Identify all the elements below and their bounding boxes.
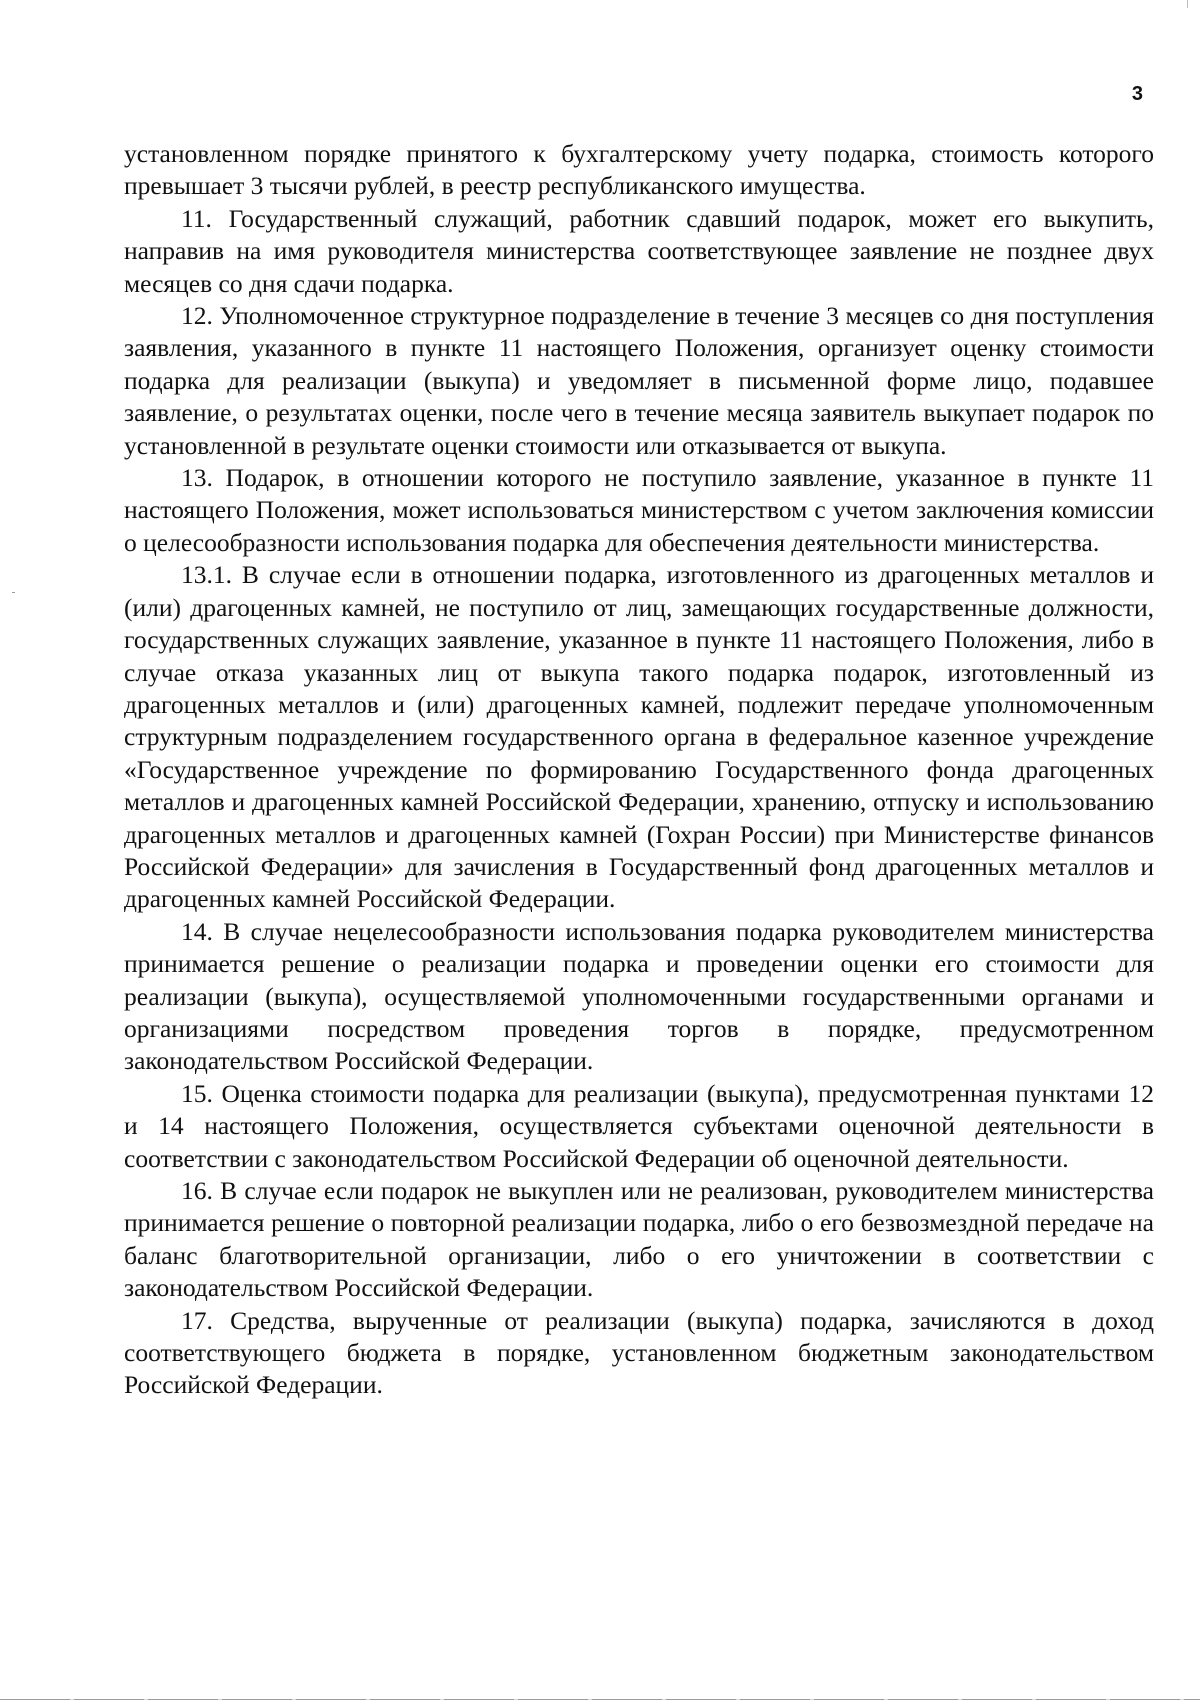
paragraph-item-13-1: 13.1. В случае если в отношении подарка, изготовленного из драгоценных металлов и (или) драгоценных камней, не поступило от лиц, замещающих государственные должности, государственных служащих заявление, указанное в пункте 11 настоящего Положения, либо в случае отказа указанных лиц от выкупа такого подарка подарок, изготовленный из драгоценных металлов и (или) драгоценных камней, подлежит передаче уполномоченным структурным подразделением государственного органа в федеральное казенное учреждение «Государственное учреждение по формированию Государственного фонда драгоценных металлов и драгоценных камней Российской Федерации, хранению, отпуску и использованию драгоценных металлов и драгоценных камней (Гохран России) при Министерстве финансов Российской Федерации» для зачисления в Государственный фонд драгоценных металлов и драгоценных камней Российской Федерации. bbox=[124, 560, 1154, 914]
document-body bbox=[124, 138, 1154, 1402]
paragraph-item-12: 12. Уполномоченное структурное подразделение в течение 3 месяцев со дня поступления заявления, указанного в пункте 11 настоящего Положения, организует оценку стоимости подарка для реализации (выкупа) и уведомляет в письменной форме лицо, подавшее заявление, о результатах оценки, после чего в течение месяца заявитель выкупает подарок по установленной в результате оценки стоимости или отказывается от выкупа. bbox=[124, 301, 1154, 460]
paragraph-item-11: 11. Государственный служащий, работник сдавший подарок, может его выкупить, направив на имя руководителя министерства соответствующее заявление не позднее двух месяцев со дня сдачи подарка. bbox=[124, 203, 1154, 298]
paragraph-item-13: 13. Подарок, в отношении которого не поступило заявление, указанное в пункте 11 настоящего Положения, может использоваться министерством с учетом заключения комиссии о целесообразности использования подарка для обеспечения деятельности министерства. bbox=[124, 463, 1154, 557]
scan-margin-mark bbox=[12, 592, 15, 593]
scan-edge-mark bbox=[1187, 0, 1188, 8]
paragraph-item-16: 16. В случае если подарок не выкуплен или не реализован, руководителем министерства принимается решение о повторной реализации подарка, либо о его безвозмездной передаче на баланс благотворительной организации, либо о его уничтожении в соответствии с законодательством Российской Федерации. bbox=[124, 1176, 1154, 1303]
page-number: 3 bbox=[1131, 83, 1143, 105]
paragraph-item-17: 17. Средства, вырученные от реализации (выкупа) подарка, зачисляются в доход соответствующего бюджета в порядке, установленном бюджетным законодательством Российской Федерации. bbox=[124, 1305, 1154, 1400]
scan-bottom-edge bbox=[0, 1699, 1200, 1700]
paragraph-item-15: 15. Оценка стоимости подарка для реализации (выкупа), предусмотренная пунктами 12 и 14 настоящего Положения, осуществляется субъектами оценочной деятельности в соответствии с законодательством Российской Федерации об оценочной деятельности. bbox=[124, 1078, 1154, 1173]
paragraph-continuation: установленном порядке принятого к бухгалтерскому учету подарка, стоимость которого превышает 3 тысячи рублей, в реестр республиканского имущества. bbox=[124, 139, 1154, 201]
paragraph-item-14: 14. В случае нецелесообразности использования подарка руководителем министерства принимается решение о реализации подарка и проведении оценки его стоимости для реализации (выкупа), осуществляемой уполномоченными государственными органами и организациями посредством проведения торгов в порядке, предусмотренном законодательством Российской Федерации. bbox=[124, 916, 1154, 1076]
